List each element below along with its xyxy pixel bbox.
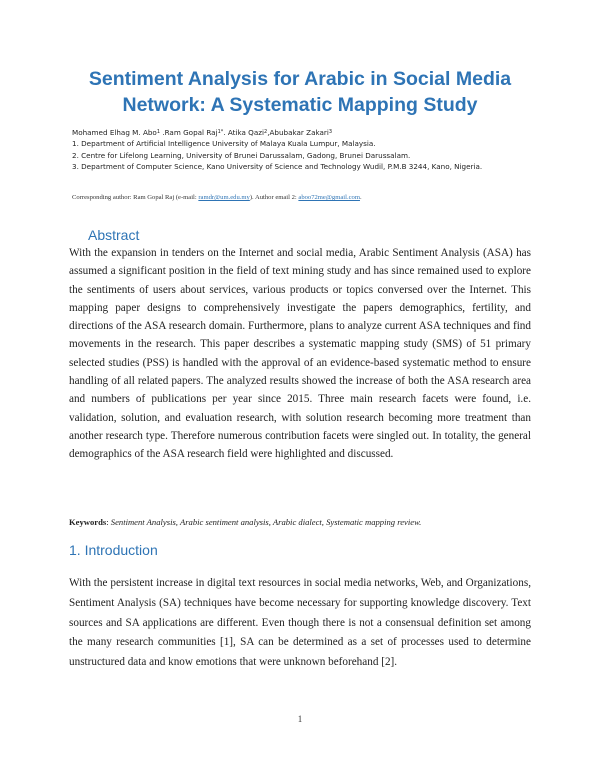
corresponding-suffix: . [359, 194, 362, 201]
author-name: ,Abubakar Zakari [267, 128, 329, 137]
author-name: . Atika Qazi [223, 128, 264, 137]
author-affiliation-mark: 3 [328, 129, 333, 135]
page-number: 1 [297, 714, 303, 724]
email-link-primary[interactable]: ramdr@um.edu.my [198, 194, 250, 201]
author-list [72, 128, 332, 137]
abstract-heading: Abstract [88, 227, 140, 243]
paper-title: Sentiment Analysis for Arabic in Social Media Network: A Systematic Mapping Study [88, 68, 512, 116]
corresponding-middle: ). Author email 2: [249, 194, 299, 201]
corresponding-prefix: Corresponding author: Ram Gopal Raj (e-mail: [72, 194, 199, 201]
corresponding-author-note [72, 193, 532, 202]
author-affiliation-mark: 1 [156, 129, 161, 135]
abstract-body: With the expansion in tenders on the Internet and social media, Arabic Sentiment Analysis (ASA) has assumed a significant position in the field of text mining study and has since remained used to explore the sentiments of users about services, various products or topics conversed over the Internet. This mapping paper designs to comprehensively investigate the papers demographics, fertility, and directions of the ASA research domain. Furthermore, plans to analyze current ASA techniques and find movements in the research. This paper describes a systematic mapping study (SMS) of 51 primary selected studies (PSS) is handled with the approval of an evidence-based systematic method to ensure handling of all related papers. The analyzed results showed the increase of both the ASA research area and numbers of publications per year since 2015. Three main research facets were found, i.e. validation, solution, and evaluation research, with solution research becoming more treatment than another research type. Therefore numerous contribution facets were singled out. In totality, the general demographics of the ASA research field were highlighted and discussed. [69, 247, 531, 461]
introduction-heading: 1. Introduction [69, 542, 158, 558]
keywords-separator: : [106, 517, 111, 527]
introduction-body: With the persistent increase in digital text resources in social media networks, Web, and Organizations, Sentiment Analysis (SA) techniques have become necessary for supporting knowledge discovery. Text sources and SA applications are different. Even though there is not a consensual definition set among the many research communities [1], SA can be determined as a set of processes used to determine unstructured data and know emotions that were unknown beforehand [2]. [69, 577, 531, 669]
keywords-line [69, 516, 531, 528]
author-name: Mohamed Elhag M. Abo [72, 128, 157, 137]
author-block [72, 127, 532, 172]
affiliation: 2. Centre for Lifelong Learning, University of Brunei Darussalam, Gadong, Brunei Darussalam. [72, 150, 411, 160]
author-affiliation-mark: 1* [217, 129, 224, 135]
affiliation: 1. Department of Artificial Intelligence University of Malaya Kuala Lumpur, Malaysia. [72, 139, 376, 149]
keywords-label: Keywords [69, 517, 107, 527]
affiliation: 3. Department of Computer Science, Kano University of Science and Technology Wudil, P.M.B 3244, Kano, Nigeria. [72, 161, 483, 171]
keywords-list: Sentiment Analysis, Arabic sentiment analysis, Arabic dialect, Systematic mapping review. [110, 517, 422, 527]
email-link-secondary[interactable]: aboo72me@gmail.com [298, 194, 360, 201]
author-affiliation-mark: 2 [264, 129, 268, 135]
author-name: .Ram Gopal Raj [160, 128, 218, 137]
